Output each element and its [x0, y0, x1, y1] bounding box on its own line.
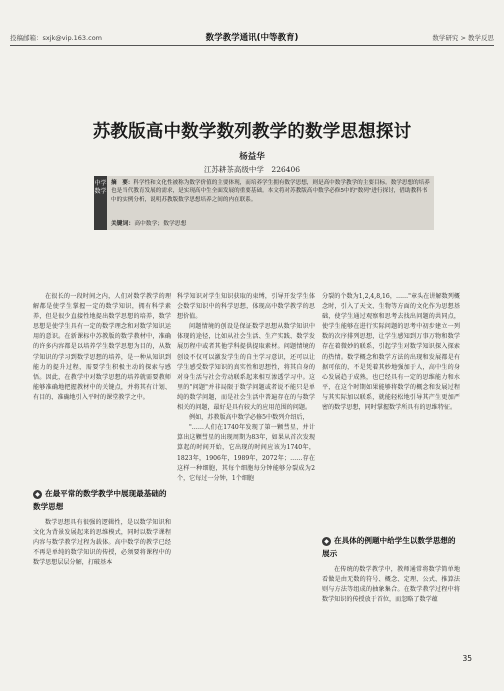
column-1-body: [33, 518, 171, 648]
quotation: "……人们在1740年发现了第一颗彗星，并计算出这颗彗星的出现周期为83年，如果从首次发现算起的时间开始，它出现的时间应该为1740年，1823年，1906年，1989年，2072年；……存在这样一种细胞，其每个细胞每分钟能够分裂成为2个，它每过一分钟，1个细胞: [177, 424, 315, 482]
column-2: [177, 292, 315, 652]
section-icon: ◆: [322, 537, 331, 546]
article-title: 苏教版高中数学数列教学的数学思想探讨: [92, 122, 412, 142]
section-heading-text: 在最平常的数学教学中展现最基础的数学思想: [33, 489, 167, 511]
article-affiliation: 江苏耕茶高级中学 226406: [203, 165, 301, 174]
paragraph: 科学知识对学生知识获取的束缚，引导开发学生体会数学知识中的科学思想，体现高中数学教学的思想价值。: [177, 293, 315, 321]
header-rule: [10, 45, 494, 46]
abstract-text: [111, 179, 430, 204]
paragraph: 数学思想具有很强的逻辑性，是以数学知识和文化为背景发展起来的思维模式，同时以数学课程内容与数学教学过程为载体。高中数学的教学已经不再是单纯的数学知识的传授，必须要将课程中的数学思想层层分解，打破基本: [33, 519, 171, 567]
header-email: 投稿邮箱：sxjk@vip.163.com: [10, 34, 103, 42]
keywords: [111, 218, 186, 227]
section-heading-1: [33, 487, 173, 513]
section-icon: ◆: [33, 490, 42, 499]
keywords-label: 关键词：: [111, 221, 135, 227]
paragraph: 例如，苏教版高中数学必修5中数列介绍后，: [189, 414, 309, 422]
page-number: 35: [462, 654, 472, 663]
paragraph: 在传统的数学教学中，教师通常将数学简单地看做是由无数的符号、概念、定理、公式、推算法则与方法等组成的抽象集合。在数学教学过程中将数学知识的传授放于首位，而忽略了数学蕴: [322, 566, 460, 604]
paragraph: 问题情境的创设是保证数学思想从数学知识中体现的途径，比如从社会生活、生产实践、数学发展历程中或者其他学科提供提取素材。问题情境的创设不仅可以激发学生的自主学习意识，还可以让学生感受数学知识的真实性和思想性，将其自身的对身生活与社会劳动联系起来相互渗透学习中。这里的"问题"并非局限于数学问题或者说不能只是单纯的数学问题，而是社会生活中普遍存在的与数学相关的问题，最好是具有较大的应用范围的问题。: [177, 323, 315, 412]
abstract-label: 摘 要：: [111, 180, 134, 186]
column-1-intro: [33, 292, 171, 472]
keywords-value: 高中数学；数学思想: [134, 221, 187, 227]
column-3-top: [322, 292, 460, 522]
section-heading-2: [322, 534, 462, 560]
abstract-body: 科学性和文化性被称为数学价值的主要体现，而培养学生拥有数学思想，则是高中数学教学的主要目标。数学思想的培养也是当代教育发展的需求，是实现高中生全面发展的重要基础。本文将对苏教版高中数学必修5中的"数列"进行探讨，借助教科书中的实例分析，说明苏教版数学思想培养之间的内在联系。: [111, 180, 430, 203]
running-header: [10, 30, 494, 44]
section-heading-text: 在具体的例题中给学生以数学思想的展示: [322, 536, 456, 558]
header-journal-name: 数学教学通讯(中等教育): [205, 33, 299, 43]
abstract-side-label: 中学数学: [94, 176, 107, 230]
header-section: 数学研究 > 教学反思: [432, 34, 494, 42]
paragraph: 在很长的一段时间之内，人们对数学教学的理解都是使学生掌握一定的数学知识，拥有科学素养，但是很少直接性地提出数学思想的培养，数学思想是使学生具有一定的数学理念和对数学知识运用的意识。在新课标中苏教版的数学教材中，准确的许多内容都是以培养学生数学思想为目的，从数学知识的学习到数学思想的培养，是一种从知识到能力的提升过程，需要学生积极主动的探索与感悟。因此，在教学中对数学思想的培养就需要教师能够准确地把握教材中的关键点，并将其有计划、有目的、准确地引入平时的课堂教学之中。: [33, 293, 171, 401]
abstract-box: [94, 176, 434, 230]
paragraph: 分裂的个数为1,2,4,8,16，……"章头在讲解数列概念时，引入了天文、生物等方面的文化作为思想基础，使学生通过观察和思考去找出问题的共同点，使学生能够在进行实际问题的思考中初步建立一列数的次序排列思想，让学生感知到万事万物和数学存在着微妙的联系，引起学生对数学知识探入探索的热情。数学概念和数学方法的出现和发展都是有据可依的，不是凭着其妙地强加于人，高中生的身心发展趋于成熟，也已经具有一定的思维能力和水平，在这个时期如果能够将数学的概念和发展过程与其实际加以联系，就能轻松地引导其产生更加严密的数学思想，同时掌握数学所具有的思维特征。: [322, 293, 460, 412]
column-3-body: [322, 565, 460, 650]
article-author: 杨益华: [239, 152, 265, 162]
